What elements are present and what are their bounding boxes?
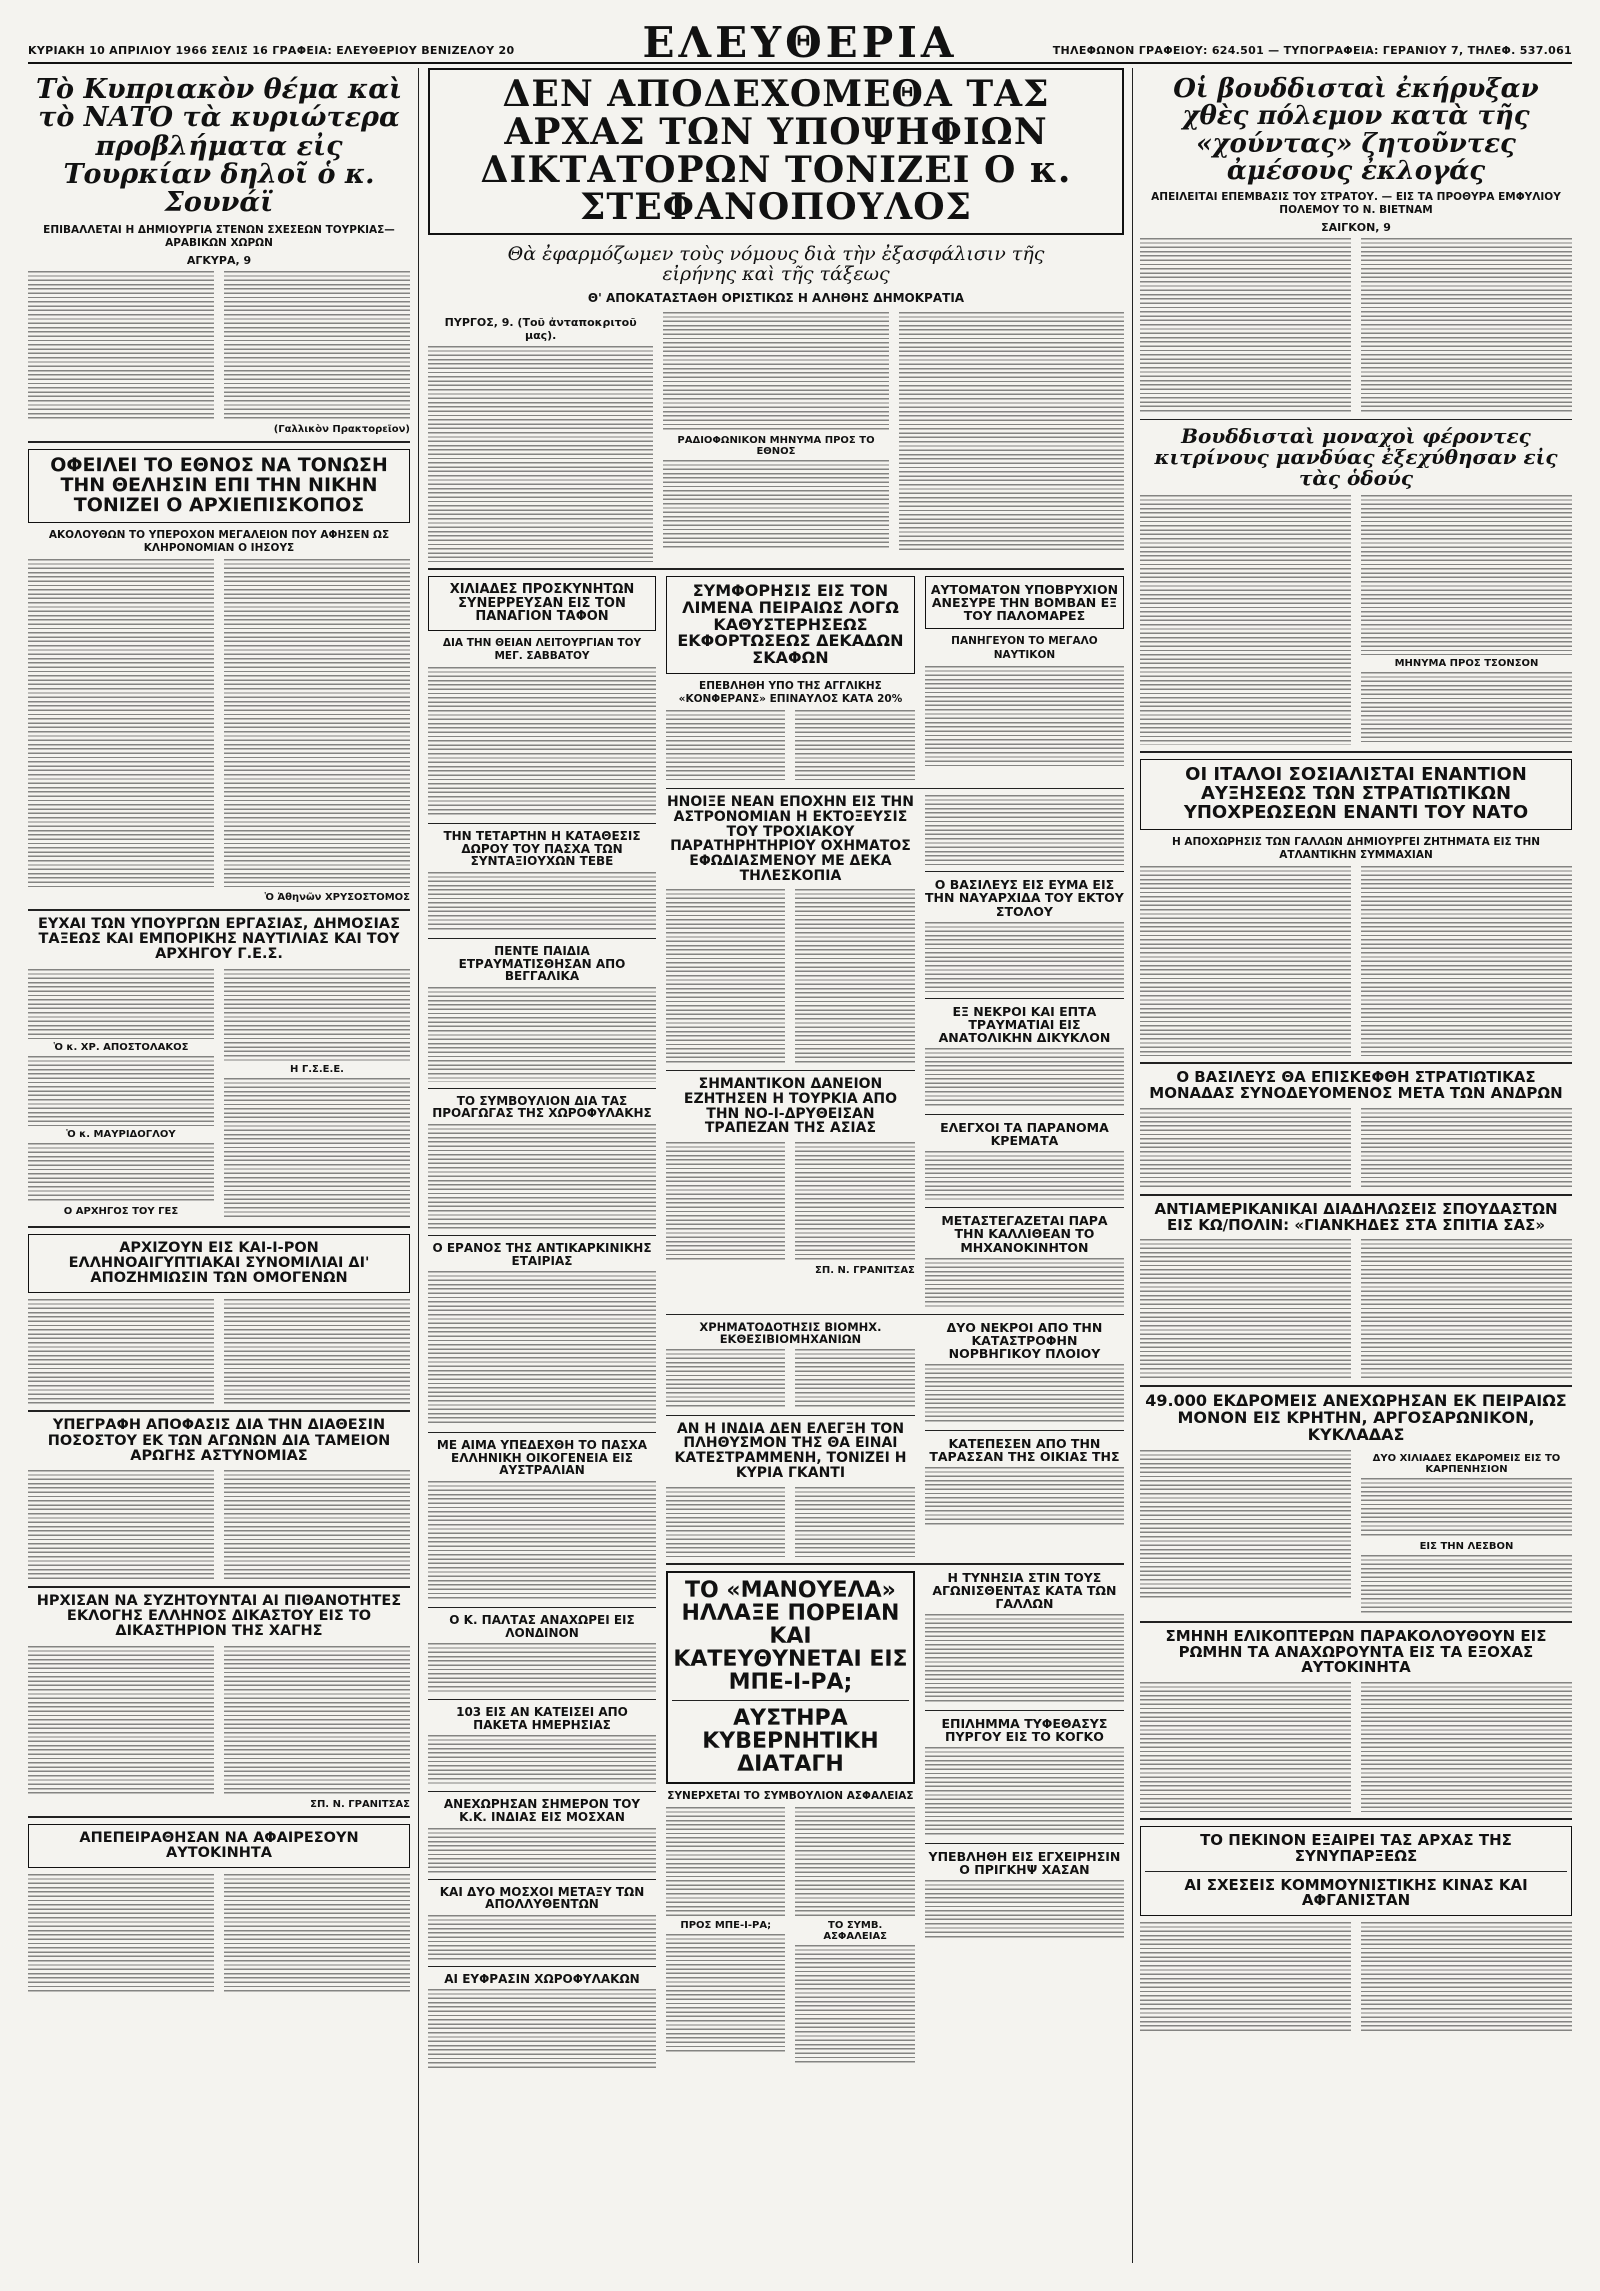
turkey-loan-signature: ΣΠ. Ν. ΓΡΑΝΙΤΣΑΣ	[815, 1265, 915, 1277]
control-headline: ΕΛΕΓΧΟΙ ΤΑ ΠΑΡΑΝΟΜΑ ΚΡΕΜΑΤΑ	[940, 1120, 1109, 1149]
tunisia-headline: Η ΤΥΝΗΣΙΑ ΣΤΙΝ ΤΟΥΣ ΑΓΩΝΙΣΘΕΝΤΑΣ ΚΑΤΑ ΤΩΝ ΓΑΛΛΩΝ	[932, 1569, 1117, 1611]
manuela-subhead-3: ΤΟ ΣΥΜΒ. ΑΣΦΑΛΕΙΑΣ	[823, 1920, 888, 1943]
column-rule	[418, 68, 419, 2263]
masthead-contact-line: ΤΗΛΕΦΩΝΟΝ ΓΡΑΦΕΙΟΥ: 624.501 — ΤΥΠΟΓΡΑΦΕΙΑ: ΓΕΡΑΝΙΟΥ 7, ΤΗΛΕΦ. 537.061	[1052, 44, 1572, 57]
dead-packets-headline: 103 ΕΙΣ ΑΝ ΚΑΤΕΙΣΕΙ ΑΠΟ ΠΑΚΕΤΑ ΗΜΕΡΗΣΙΑΣ	[456, 1705, 628, 1732]
peking-headline-2: ΑΙ ΣΧΕΣΕΙΣ ΚΟΜΜΟΥΝΙΣΤΙΚΗΣ ΚΙΝΑΣ ΚΑΙ ΑΦΓΑΝΙΣΤΑΝ	[1184, 1875, 1528, 1910]
nation-signature: Ὁ Ἀθηνῶν ΧΡΥΣΟΣΤΟΜΟΣ	[264, 892, 410, 904]
cyprus-subhead: ΕΠΙΒΑΛΛΕΤΑΙ Η ΔΗΜΙΟΥΡΓΙΑ ΣΤΕΝΩΝ ΣΧΕΣΕΩΝ ΤΟΥΡΚΙΑΣ—ΑΡΑΒΙΚΩΝ ΧΩΡΩΝ	[43, 223, 395, 249]
paltas-headline: Ο Κ. ΠΑΛΤΑΣ ΑΝΑΧΩΡΕΙ ΕΙΣ ΛΟΝΔΙΝΟΝ	[449, 1612, 635, 1640]
wishes-article-body	[28, 969, 410, 1220]
main-radio-subhead: ΡΑΔΙΟΦΩΝΙΚΟΝ ΜΗΝΥΜΑ ΠΡΟΣ ΤΟ ΕΘΝΟΣ	[677, 435, 875, 458]
eranos-headline: Ο ΕΡΑΝΟΣ ΤΗΣ ΑΝΤΙΚΑΡΚΙΝΙΚΗΣ ΕΤΑΙΡΙΑΣ	[432, 1240, 652, 1268]
archives-article-body	[28, 1299, 410, 1404]
column-rule	[1132, 68, 1133, 2263]
council-headline: ΤΟ ΣΥΜΒΟΥΛΙΟΝ ΔΙΑ ΤΑΣ ΠΡΟΑΓΩΓΑΣ ΤΗΣ ΧΩΡΟΦΥΛΑΚΗΣ	[432, 1093, 652, 1121]
harbour-subhead: ΕΠΕΒΛΗΘΗ ΥΠΟ ΤΗΣ ΑΓΓΛΙΚΗΣ «ΚΟΝΦΕΡΑΝΣ» ΕΠΙΝΑΥΛΟΣ ΚΑΤΑ 20%	[678, 680, 903, 706]
archives-headline: ΑΡΧΙΖΟΥΝ ΕΙΣ ΚΑΙ-Ι-ΡΟΝ ΕΛΛΗΝΟΑΙΓΥΠΤΙΑΚΑΙ ΣΥΝΟΜΙΛΙΑΙ ΔΙ' ΑΠΟΖΗΜΙΩΣΙΝ ΤΩΝ ΟΜΟΓΕΝΩΝ	[68, 1239, 370, 1287]
congo-fire-headline: ΕΠΙΛΗΜΜΑ ΤΥΦΕΘΑΣΥΣ ΠΥΡΓΟΥ ΕΙΣ ΤΟ ΚΟΓΚΟ	[941, 1715, 1108, 1745]
exhibition-headline: ΧΡΗΜΑΤΟΔΟΤΗΣΙΣ ΒΙΟΜΗΧ. ΕΚΘΕΣΙΒΙΟΜΗΧΑΝΙΩΝ	[699, 1319, 882, 1346]
manuela-subhead-2: ΠΡΟΣ ΜΠΕ-Ι-ΡΑ;	[680, 1920, 772, 1932]
nation-headline: ΟΦΕΙΛΕΙ ΤΟ ΕΘΝΟΣ ΝΑ ΤΟΝΩΣΗ ΤΗΝ ΘΕΛΗΣΙΝ ΕΠΙ ΤΗΝ ΝΙΚΗΝ ΤΟΝΙΖΕΙ Ο ΑΡΧΙΕΠΙΣΚΟΠΟΣ	[50, 453, 388, 516]
peking-article-body	[1140, 1922, 1572, 2032]
center-main-stories	[666, 576, 1124, 2069]
italian-socialists-subhead: Η ΑΠΟΧΩΡΗΣΙΣ ΤΩΝ ΓΑΛΛΩΝ ΔΗΜΙΟΥΡΓΕΙ ΖΗΤΗΜΑΤΑ ΕΙΣ ΤΗΝ ΑΤΛΑΝΤΙΚΗΝ ΣΥΜΜΑΧΙΑΝ	[1171, 836, 1541, 862]
transfer-headline: ΜΕΤΑΣΤΕΓΑΖΕΤΑΙ ΠΑΡΑ ΤΗΝ ΚΑΛΛΙΘΕΑΝ ΤΟ ΜΗΧΑΝΟΚΙΝΗΤΟΝ	[941, 1213, 1108, 1255]
students-headline: ΑΝΤΙΑΜΕΡΙΚΑΝΙΚΑΙ ΔΙΑΔΗΛΩΣΕΙΣ ΣΠΟΥΔΑΣΤΩΝ ΕΙΣ ΚΩ/ΠΟΛΙΝ: «ΓΙΑΝΚΗΔΕΣ ΣΤΑ ΣΠΙΤΙΑ ΣΑΣ»	[1154, 1199, 1558, 1234]
nation-subhead: ΑΚΟΛΟΥΘΩΝ ΤΟ ΥΠΕΡΟΧΟΝ ΜΕΓΑΛΕΙΟΝ ΠΟΥ ΑΦΗΣΕΝ ΩΣ ΚΛΗΡΟΝΟΜΙΑΝ Ο ΙΗΣΟΥΣ	[48, 528, 390, 554]
main-deck: Θὰ ἐφαρμόζωμεν τοὺς νόμους διὰ τὴν ἐξασφάλισιν τῆς εἰρήνης καὶ τῆς τάξεως	[507, 243, 1045, 286]
departures-headline: 49.000 ΕΚΔΡΟΜΕΙΣ ΑΝΕΧΩΡΗΣΑΝ ΕΚ ΠΕΙΡΑΙΩΣ ΜΟΝΟΝ ΕΙΣ ΚΡΗΤΗΝ, ΑΡΓΟΣΑΡΩΝΙΚΟΝ, ΚΥΚΛΑΔΑΣ	[1145, 1391, 1567, 1444]
prince-headline: ΥΠΕΒΛΗΘΗ ΕΙΣ ΕΓΧΕΙΡΗΣΙΝ Ο ΠΡΙΓΚΗΨ ΧΑΣΑΝ	[928, 1849, 1121, 1878]
main-subhead: Θ' ΑΠΟΚΑΤΑΣΤΑΘΗ ΟΡΙΣΤΙΚΩΣ Η ΑΛΗΘΗΣ ΔΗΜΟΚΡΑΤΙΑ	[587, 291, 965, 306]
manuela-subhead: ΣΥΝΕΡΧΕΤΑΙ ΤΟ ΣΥΜΒΟΥΛΙΟΝ ΑΣΦΑΛΕΙΑΣ	[667, 1790, 914, 1803]
nation-headline-box	[28, 449, 410, 523]
king-units-headline: Ο ΒΑΣΙΛΕΥΣ ΘΑ ΕΠΙΣΚΕΦΘΗ ΣΤΡΑΤΙΩΤΙΚΑΣ ΜΟΝΑΔΑΣ ΣΥΝΟΔΕΥΟΜΕΝΟΣ ΜΕΤΑ ΤΩΝ ΑΝΔΡΩΝ	[1149, 1068, 1563, 1103]
masthead-date-line: ΚΥΡΙΑΚΗ 10 ΑΠΡΙΛΙΟΥ 1966 ΣΕΛΙΣ 16 ΓΡΑΦΕΙΑ: ΕΛΕΥΘΕΡΙΟΥ ΒΕΝΙΖΕΛΟΥ 20	[28, 44, 515, 57]
students-article-body	[1140, 1239, 1572, 1379]
moscow-headline: ΚΑΙ ΔΥΟ ΜΟΣΧΟΙ ΜΕΤΑΞΥ ΤΩΝ ΑΠΟΛΛΥΘΕΝΤΩΝ	[439, 1884, 645, 1912]
gandhi-headline: ΑΝ Η ΙΝΔΙΑ ΔΕΝ ΕΛΕΓΞΗ ΤΟΝ ΠΛΗΘΥΣΜΟΝ ΤΗΣ ΘΑ ΕΙΝΑΙ ΚΑΤΕΣΤΡΑΜΜΕΝΗ, ΤΟΝΙΖΕΙ Η ΚΥΡΙΑ ΓΚΑΝΤΙ	[674, 1420, 907, 1481]
helicopters-article-body	[1140, 1682, 1572, 1812]
main-dateline: ΠΥΡΓΟΣ, 9. (Τοῦ ἀνταποκριτοῦ μας).	[444, 316, 637, 343]
manuela-headline-2: ΑΥΣΤΗΡΑ ΚΥΒΕΡΝΗΤΙΚΗ ΔΙΑΤΑΓΗ	[702, 1706, 879, 1778]
pilgrims-subhead: ΔΙΑ ΤΗΝ ΘΕΙΑΝ ΛΕΙΤΟΥΡΓΙΑΝ ΤΟΥ ΜΕΓ. ΣΑΒΒΑΤΟΥ	[442, 636, 642, 663]
nation-article-body	[28, 559, 410, 889]
departures-article-body	[1140, 1450, 1572, 1615]
king-units-article-body	[1140, 1108, 1572, 1188]
center-briefs-column	[428, 576, 656, 2069]
wishes-signature-2: Ὁ κ. ΜΑΥΡΙΔΟΓΛΟΥ	[66, 1128, 176, 1140]
dead-kurds-headline: ΕΞ ΝΕΚΡΟΙ ΚΑΙ ΕΠΤΑ ΤΡΑΥΜΑΤΙΑΙ ΕΙΣ ΑΝΑΤΟΛΙΚΗΝ ΔΙΚΥΚΛΟΝ	[938, 1003, 1111, 1045]
harbour-headline: ΣΥΜΦΟΡΗΣΙΣ ΕΙΣ ΤΟΝ ΛΙΜΕΝΑ ΠΕΙΡΑΙΩΣ ΛΟΓΩ ΚΑΘΥΣΤΕΡΗΣΕΩΣ ΕΚΦΟΡΤΩΣΕΩΣ ΔΕΚΑΔΩΝ ΣΚΑΦΩΝ	[677, 581, 904, 668]
cars-headline: ΑΠΕΠΕΙΡΑΘΗΣΑΝ ΝΑ ΑΦΑΙΡΕΣΟΥΝ ΑΥΤΟΚΙΝΗΤΑ	[79, 1829, 359, 1861]
right-column	[1140, 68, 1572, 2032]
center-column	[428, 68, 1124, 2069]
two-dead-headline: ΔΥΟ ΝΕΚΡΟΙ ΑΠΟ ΤΗΝ ΚΑΤΑΣΤΡΟΦΗΝ ΝΟΡΒΗΓΙΚΟΥ ΠΛΟΙΟΥ	[946, 1319, 1103, 1361]
masthead	[28, 18, 1572, 67]
king-fleet-headline: Ο ΒΑΣΙΛΕΥΣ ΕΙΣ ΕΥΜΑ ΕΙΣ ΤΗΝ ΝΑΥΑΡΧΙΔΑ ΤΟΥ ΕΚΤΟΥ ΣΤΟΛΟΥ	[925, 877, 1124, 919]
blood-headline: ΜΕ ΑΙΜΑ ΥΠΕΔΕΧΘΗ ΤΟ ΠΑΣΧΑ ΕΛΛΗΝΙΚΗ ΟΙΚΟΓΕΝΕΙΑ ΕΙΣ ΑΥΣΤΡΑΛΙΑΝ	[436, 1438, 648, 1478]
astronomy-headline: ΗΝΟΙΞΕ ΝΕΑΝ ΕΠΟΧΗΝ ΕΙΣ ΤΗΝ ΑΣΤΡΟΝΟΜΙΑΝ Η ΕΚΤΟΞΕΥΣΙΣ ΤΟΥ ΤΡΟΧΙΑΚΟΥ ΠΑΡΑΤΗΡΗΤΗΡΙΟΥ ΟΧΗΜΑΤΟΣ ΕΦΩΔΙΑΣΜΕΝΟΥ ΜΕ ΔΕΚΑ ΤΗΛΕΣΚΟΠΙΑ	[666, 794, 914, 884]
italian-socialists-headline: ΟΙ ΙΤΑΛΟΙ ΣΟΣΙΑΛΙΣΤΑΙ ΕΝΑΝΤΙΟΝ ΑΥΞΗΣΕΩΣ ΤΩΝ ΣΤΡΑΤΙΩΤΙΚΩΝ ΥΠΟΧΡΕΩΣΕΩΝ ΕΝΑΝΤΙ ΤΟΥ ΝΑΤΟ	[1183, 764, 1529, 824]
buddhist-subhead: ΑΠΕΙΛΕΙΤΑΙ ΕΠΕΜΒΑΣΙΣ ΤΟΥ ΣΤΡΑΤΟΥ. — ΕΙΣ ΤΑ ΠΡΟΘΥΡΑ ΕΜΦΥΛΙΟΥ ΠΟΛΕΜΟΥ ΤΟ Ν. ΒΙΕΤΝΑΜ	[1151, 191, 1561, 217]
main-article-body	[428, 312, 1124, 562]
cyprus-credit: (Γαλλικὸν Πρακτορεῖον)	[273, 423, 410, 435]
police-fund-headline: ΥΠΕΓΡΑΦΗ ΑΠΟΦΑΣΙΣ ΔΙΑ ΤΗΝ ΔΙΑΘΕΣΙΝ ΠΟΣΟΣΤΟΥ ΕΚ ΤΩΝ ΑΓΩΝΩΝ ΔΙΑ ΤΑΜΕΙΟΝ ΑΡΩΓΗΣ ΑΣΤΥΝΟΜΙΑΣ	[47, 1417, 391, 1464]
cyprus-dateline: ΑΓΚΥΡΑ, 9	[186, 253, 252, 267]
buddhist-article-body	[1140, 238, 1572, 413]
lesbos-subhead: ΕΙΣ ΤΗΝ ΛΕΣΒΟΝ	[1419, 1540, 1514, 1552]
hague-headline: ΗΡΧΙΣΑΝ ΝΑ ΣΥΖΗΤΟΥΝΤΑΙ ΑΙ ΠΙΘΑΝΟΤΗΤΕΣ ΕΚΛΟΓΗΣ ΕΛΛΗΝΟΣ ΔΙΚΑΣΤΟΥ ΕΙΣ ΤΟ ΔΙΚΑΣΤΗΡΙΟΝ ΤΗΣ ΧΑΓΗΣ	[36, 1593, 402, 1640]
turkey-loan-headline: ΣΗΜΑΝΤΙΚΟΝ ΔΑΝΕΙΟΝ ΕΖΗΤΗΣΕΝ Η ΤΟΥΡΚΙΑ ΑΠΟ ΤΗΝ ΝΟ-Ι-ΔΡΥΘΕΙΣΑΝ ΤΡΑΠΕΖΑΝ ΤΗΣ ΑΣΙΑΣ	[683, 1076, 897, 1137]
hague-signature: ΣΠ. Ν. ΓΡΑΝΙΤΣΑΣ	[310, 1798, 410, 1810]
wishes-signature-3: Ο ΑΡΧΗΓΟΣ ΤΟΥ ΓΕΣ	[63, 1205, 179, 1217]
gendarmes-headline: ΑΙ ΕΥΦΡΑΣΙΝ ΧΩΡΟΦΥΛΑΚΩΝ	[444, 1971, 640, 1986]
main-headline-box	[428, 68, 1124, 235]
police-fund-article-body	[28, 1470, 410, 1580]
wishes-headline: ΕΥΧΑΙ ΤΩΝ ΥΠΟΥΡΓΩΝ ΕΡΓΑΣΙΑΣ, ΔΗΜΟΣΙΑΣ ΤΑΞΕΩΣ ΚΑΙ ΕΜΠΟΡΙΚΗΣ ΝΑΥΤΙΛΙΑΣ ΚΑΙ ΤΟΥ ΑΡΧΗΓΟΥ Γ.Ε.Σ.	[37, 916, 400, 963]
italian-socialists-article-body	[1140, 866, 1572, 1056]
monks-message-subhead: ΜΗΝΥΜΑ ΠΡΟΣ ΤΣΟΝΣΟΝ	[1394, 658, 1539, 670]
manuela-headline: ΤΟ «ΜΑΝΟΥΕΛΑ» ΗΛΛΑΞΕ ΠΟΡΕΙΑΝ ΚΑΙ ΚΑΤΕΥΘΥΝΕΤΑΙ ΕΙΣ ΜΠΕ-Ι-ΡΑ;	[673, 1577, 908, 1695]
cars-headline-box	[28, 1824, 410, 1868]
archives-headline-box	[28, 1234, 410, 1294]
cars-article-body	[28, 1874, 410, 1994]
departures-subhead: ΔΥΟ ΧΙΛΙΑΔΕΣ ΕΚΔΡΟΜΕΙΣ ΕΙΣ ΤΟ ΚΑΡΠΕΝΗΣΙΟΝ	[1372, 1452, 1561, 1475]
wishes-signature-4: Η Γ.Σ.Ε.Ε.	[290, 1063, 344, 1075]
cyprus-article-body	[28, 271, 410, 421]
children-headline: ΠΕΝΤΕ ΠΑΙΔΙΑ ΕΤΡΑΥΜΑΤΙΣΘΗΣΑΝ ΑΠΟ ΒΕΓΓΑΛΙΚΑ	[458, 944, 626, 984]
peking-headline: ΤΟ ΠΕΚΙΝΟΝ ΕΞΑΙΡΕΙ ΤΑΣ ΑΡΧΑΣ ΤΗΣ ΣΥΝΥΠΑΡΞΕΩΣ	[1200, 1831, 1512, 1865]
buddhist-dateline: ΣΑΙΓΚΟΝ, 9	[1321, 221, 1391, 235]
fall-headline: ΚΑΤΕΠΕΣΕΝ ΑΠΟ ΤΗΝ ΤΑΡΑΣΣΑΝ ΤΗΣ ΟΙΚΙΑΣ ΤΗΣ	[929, 1436, 1120, 1465]
main-headline: ΔΕΝ ΑΠΟΔΕΧΟΜΕΘΑ ΤΑΣ ΑΡΧΑΣ ΤΩΝ ΥΠΟΨΗΦΙΩΝ ΔΙΚΤΑΤΟΡΩΝ ΤΟΝΙΖΕΙ Ο κ. ΣΤΕΦΑΝΟΠΟΥΛΟΣ	[480, 73, 1072, 229]
submarine-subhead: ΠΑΝΗΓΕΥΟΝ ΤΟ ΜΕΓΑΛΟ ΝΑΥΤΙΚΟΝ	[951, 635, 1098, 661]
newspaper-title: ΕΛΕΥΘΕΡΙΑ	[642, 18, 958, 67]
tebe-headline: ΤΗΝ ΤΕΤΑΡΤΗΝ Η ΚΑΤΑΘΕΣΙΣ ΔΩΡΟΥ ΤΟΥ ΠΑΣΧΑ ΤΩΝ ΣΥΝΤΑΞΙΟΥΧΩΝ ΤΕΒΕ	[443, 829, 641, 869]
buddhist-headline: Οἱ βουδδισταὶ ἐκήρυξαν χθὲς πόλεμον κατὰ τῆς «χούντας» ζητοῦντες ἀμέσους ἐκλογάς	[1173, 74, 1539, 186]
submarine-headline: ΑΥΤΟΜΑΤΟΝ ΥΠΟΒΡΥΧΙΟΝ ΑΝΕΣΥΡΕ ΤΗΝ ΒΟΜΒΑΝ ΕΞ ΤΟΥ ΠΑΛΟΜΑΡΕΣ	[930, 582, 1119, 624]
hague-article-body	[28, 1646, 410, 1796]
india-moscow-headline: ΑΝΕΧΩΡΗΣΑΝ ΣΗΜΕΡΟΝ ΤΟΥ Κ.Κ. ΙΝΔΙΑΣ ΕΙΣ ΜΟΣΧΑΝ	[443, 1797, 641, 1824]
monks-headline: Βουδδισταὶ μοναχοὶ φέροντες κιτρίνους μανδύας ἐξεχύθησαν εἰς τὰς ὁδούς	[1154, 424, 1558, 491]
left-column	[28, 68, 410, 1994]
wishes-signature-1: Ὁ κ. ΧΡ. ΑΠΟΣΤΟΛΑΚΟΣ	[53, 1041, 189, 1053]
cyprus-headline: Τὸ Κυπριακὸν θέμα καὶ τὸ ΝΑΤΟ τὰ κυριώτερα προβλήματα εἰς Τουρκίαν δηλοῖ ὁ κ. Σουνάϊ	[35, 74, 403, 219]
monks-article-body	[1140, 495, 1572, 745]
helicopters-headline: ΣΜΗΝΗ ΕΛΙΚΟΠΤΕΡΩΝ ΠΑΡΑΚΟΛΟΥΘΟΥΝ ΕΙΣ ΡΩΜΗΝ ΤΑ ΑΝΑΧΩΡΟΥΝΤΑ ΕΙΣ ΤΑ ΕΞΟΧΑΣ ΑΥΤΟΚΙΝΗΤΑ	[1165, 1626, 1547, 1677]
pilgrims-headline: ΧΙΛΙΑΔΕΣ ΠΡΟΣΚΥΝΗΤΩΝ ΣΥΝΕΡΡΕΥΣΑΝ ΕΙΣ ΤΟΝ ΠΑΝΑΓΙΟΝ ΤΑΦΟΝ	[449, 582, 635, 625]
